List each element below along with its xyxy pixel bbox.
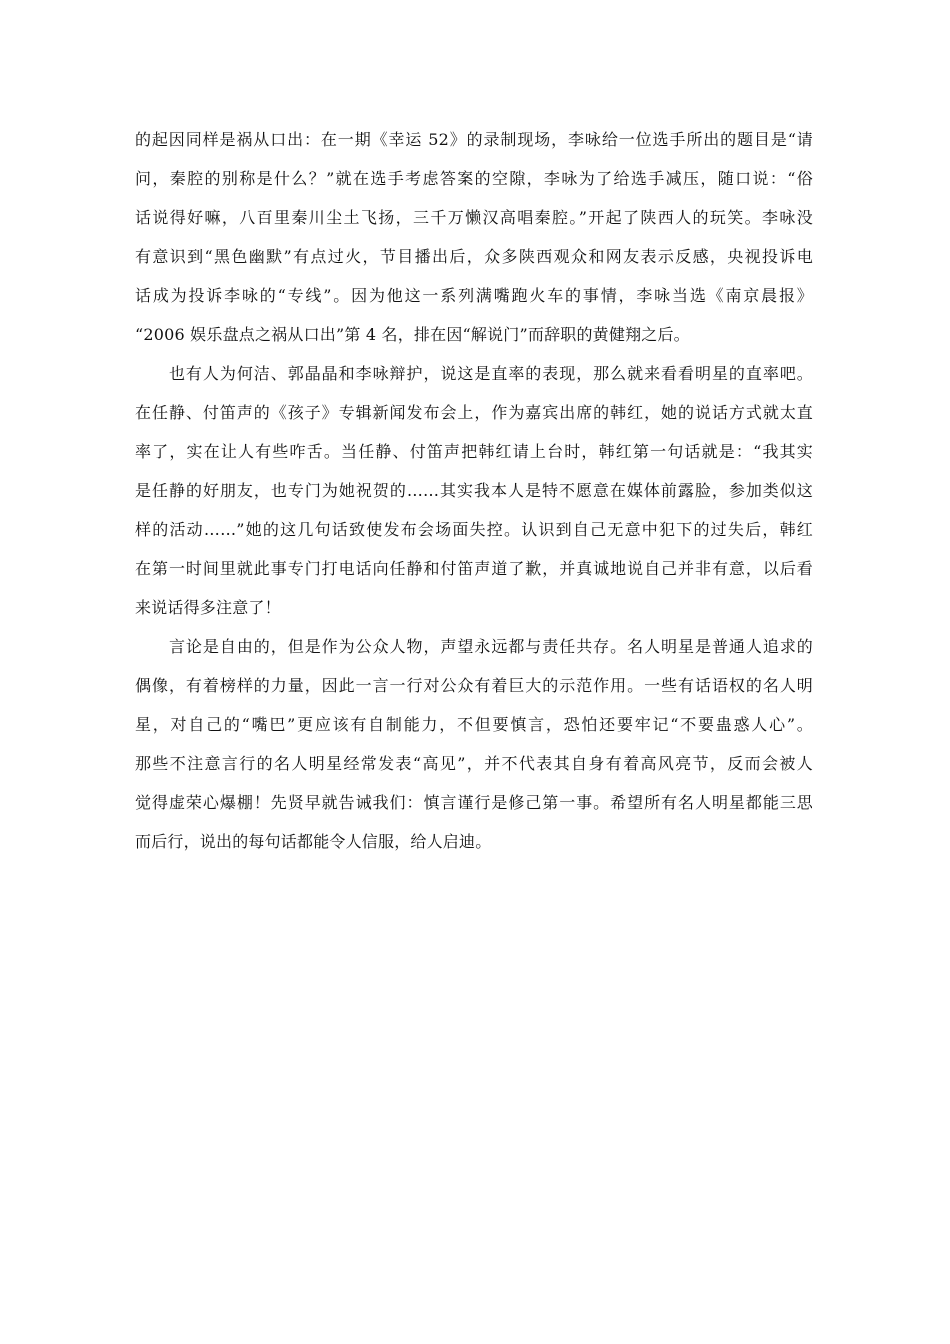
text-line: 在第一时间里就此事专门打电话向任静和付笛声道了歉，并真诚地说自己并非有意，以后看 — [135, 559, 813, 578]
text-line: 是任静的好朋友，也专门为她祝贺的……其实我本人是特不愿意在媒体前露脸，参加类似这 — [135, 481, 813, 500]
paragraph-2 — [135, 354, 813, 627]
text-line: 话说得好嘛，八百里秦川尘土飞扬，三千万懒汉高唱秦腔。”开起了陕西人的玩笑。李咏没 — [135, 208, 813, 227]
text-line: 话成为投诉李咏的“专线”。因为他这一系列满嘴跑火车的事情，李咏当选《南京晨报》 — [135, 286, 813, 305]
text-line: 来说话得多注意了！ — [135, 598, 281, 617]
text-line: 有意识到“黑色幽默”有点过火，节目播出后，众多陕西观众和网友表示反感，央视投诉电 — [135, 247, 813, 266]
text-line: “2006 娱乐盘点之祸从口出”第 4 名，排在因“解说门”而辞职的黄健翔之后。 — [135, 325, 690, 344]
text-line: 的起因同样是祸从口出：在一期《幸运 52》的录制现场，李咏给一位选手所出的题目是“请 — [135, 130, 813, 149]
text-line: 率了，实在让人有些咋舌。当任静、付笛声把韩红请上台时，韩红第一句话就是：“我其实 — [135, 442, 813, 461]
text-line: 在任静、付笛声的《孩子》专辑新闻发布会上，作为嘉宾出席的韩红，她的说话方式就太直 — [135, 403, 813, 422]
document-body — [135, 120, 813, 861]
text-line: 那些不注意言行的名人明星经常发表“高见”，并不代表其自身有着高风亮节，反而会被人 — [135, 754, 813, 773]
text-line: 而后行，说出的每句话都能令人信服，给人启迪。 — [135, 832, 492, 851]
text-line: 言论是自由的，但是作为公众人物，声望永远都与责任共存。名人明星是普通人追求的 — [135, 637, 813, 656]
text-line: 偶像，有着榜样的力量，因此一言一行对公众有着巨大的示范作用。一些有话语权的名人明 — [135, 676, 813, 695]
paragraph-3 — [135, 627, 813, 861]
text-line: 星，对自己的“嘴巴”更应该有自制能力，不但要慎言，恐怕还要牢记“不要蛊惑人心”。 — [135, 715, 813, 734]
paragraph-1 — [135, 120, 813, 354]
text-line: 问，秦腔的别称是什么？”就在选手考虑答案的空隙，李咏为了给选手减压，随口说：“俗 — [135, 169, 813, 188]
text-line: 觉得虚荣心爆棚！先贤早就告诫我们：慎言谨行是修己第一事。希望所有名人明星都能三思 — [135, 793, 813, 812]
text-line: 也有人为何洁、郭晶晶和李咏辩护，说这是直率的表现，那么就来看看明星的直率吧。 — [135, 364, 813, 383]
text-line: 样的活动……”她的这几句话致使发布会场面失控。认识到自己无意中犯下的过失后，韩红 — [135, 520, 813, 539]
